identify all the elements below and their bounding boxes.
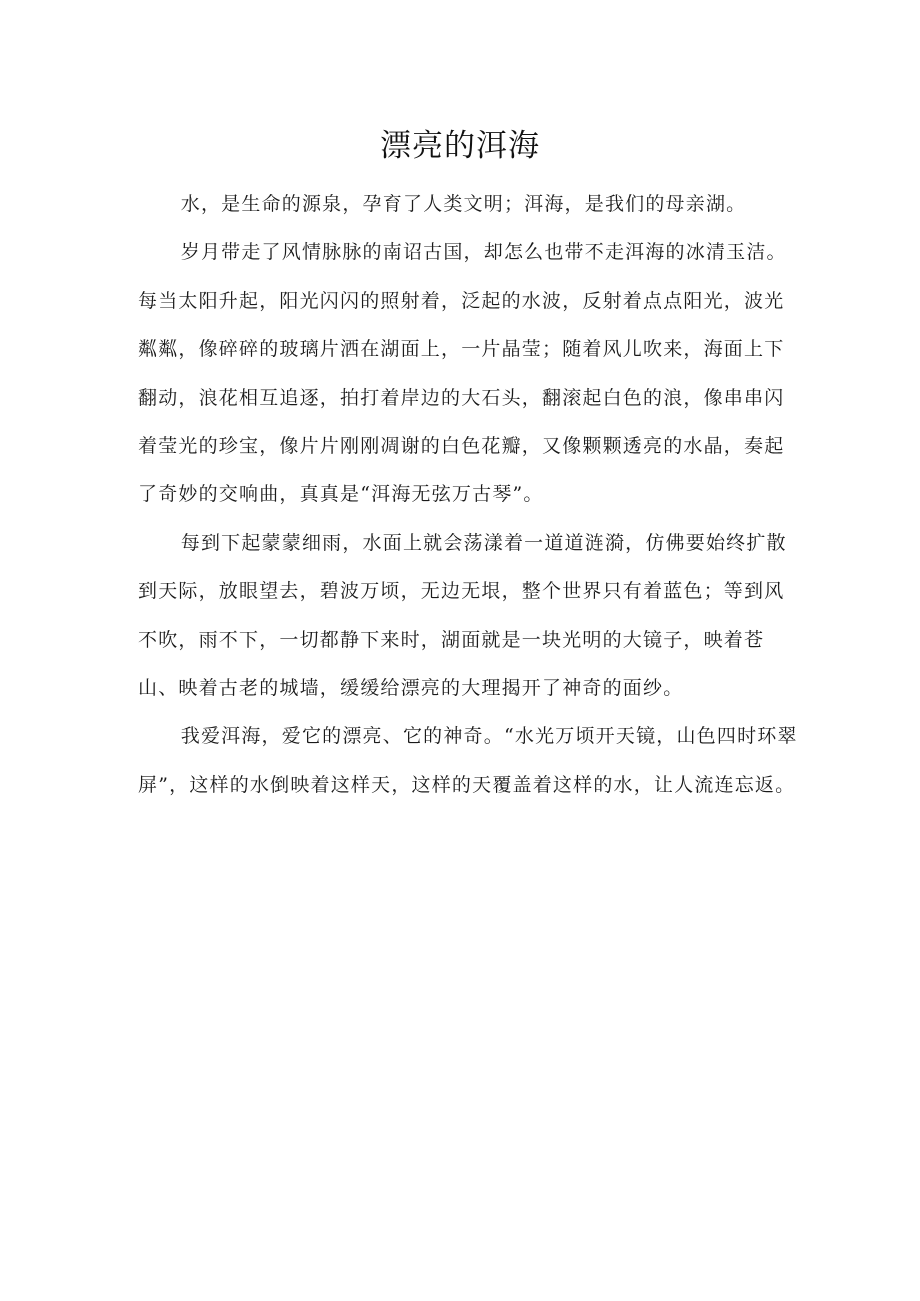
paragraph-1: 水，是生命的源泉，孕育了人类文明；洱海，是我们的母亲湖。	[180, 193, 747, 215]
paragraph-4: 我爱洱海，爱它的漂亮、它的神奇。“水光万顷开天镜，山色四时环翠屏”，这样的水倒映着这样天，这样的天覆盖着这样的水，让人流连忘返。	[138, 725, 798, 796]
document-body	[138, 180, 798, 809]
paragraph-2: 岁月带走了风情脉脉的南诏古国，却怎么也带不走洱海的冰清玉洁。每当太阳升起，阳光闪闪的照射着，泛起的水波，反射着点点阳光，波光粼粼，像碎碎的玻璃片洒在湖面上，一片晶莹；随着风儿吹来，海面上下翻动，浪花相互追逐，拍打着岸边的大石头，翻滚起白色的浪，像串串闪着莹光的珍宝，像片片刚刚凋谢的白色花瓣，又像颗颗透亮的水晶，奏起了奇妙的交响曲，真真是“洱海无弦万古琴”。	[138, 241, 787, 506]
document-title: 漂亮的洱海	[380, 128, 540, 164]
paragraph-3: 每到下起蒙蒙细雨，水面上就会荡漾着一道道涟漪，仿佛要始终扩散到天际，放眼望去，碧波万顷，无边无垠，整个世界只有着蓝色；等到风不吹，雨不下，一切都静下来时，湖面就是一块光明的大镜子，映着苍山、映着古老的城墙，缓缓给漂亮的大理揭开了神奇的面纱。	[138, 531, 787, 700]
